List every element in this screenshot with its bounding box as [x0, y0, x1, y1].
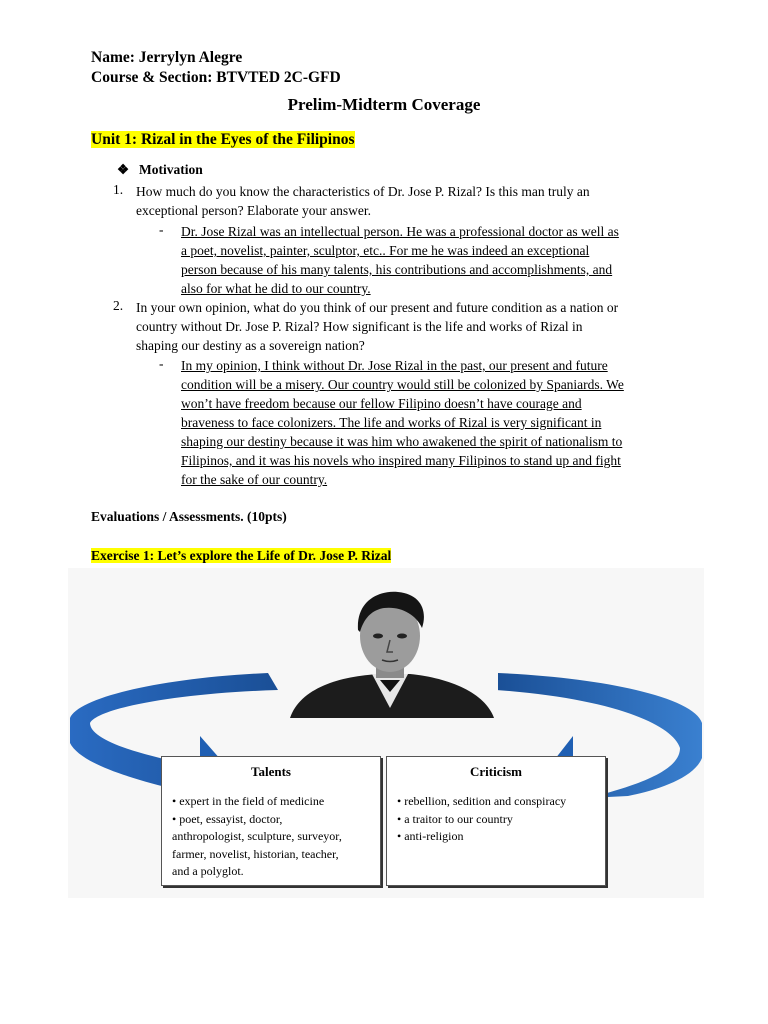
question-text — [136, 298, 706, 355]
criticism-box — [386, 756, 606, 886]
diamond-bullet-icon: ❖ — [117, 162, 130, 177]
student-name: Name: Jerrylyn Alegre — [91, 49, 243, 66]
list-item: anthropologist, sculpture, surveyor, — [172, 829, 342, 843]
answer-text — [181, 356, 681, 489]
exercise-title: Exercise 1: Let’s explore the Life of Dr. Jose P. Rizal — [91, 548, 392, 563]
answer-line: shaping our destiny because it was him who awakened the spirit of nationalism to — [181, 434, 623, 449]
unit-heading — [91, 131, 355, 149]
rizal-portrait-image — [280, 588, 498, 718]
talents-box — [161, 756, 381, 886]
question-line: country without Dr. Jose P. Rizal? How significant is the life and works of Rizal in — [136, 319, 583, 334]
question-line: How much do you know the characteristics of Dr. Jose P. Rizal? Is this man truly an — [136, 184, 590, 199]
question-number: 2. — [113, 298, 124, 313]
talents-list — [162, 793, 380, 881]
question-line: exceptional person? Elaborate your answer. — [136, 203, 372, 218]
answer-line: also for what he did to our country. — [181, 281, 371, 296]
answer-line: for the sake of our country. — [181, 472, 328, 487]
criticism-list — [387, 793, 605, 846]
list-item: farmer, novelist, historian, teacher, — [172, 846, 339, 861]
answer-line: In my opinion, I think without Dr. Jose Rizal in the past, our present and future — [181, 358, 608, 373]
question-text — [136, 182, 696, 220]
list-item: • expert in the field of medicine — [172, 794, 325, 808]
list-item: • rebellion, sedition and conspiracy — [397, 794, 567, 808]
answer-dash: - — [159, 222, 164, 237]
talents-title: Talents — [251, 764, 291, 779]
answer-line: condition will be a misery. Our country would still be colonized by Spaniards. We — [181, 377, 624, 392]
motivation-label: Motivation — [139, 162, 203, 177]
evaluation-heading: Evaluations / Assessments. (10pts) — [91, 509, 287, 524]
answer-line: a poet, novelist, painter, sculptor, etc.. For me he was indeed an exceptional — [181, 243, 590, 258]
list-item: • anti-religion — [397, 829, 464, 843]
question-line: In your own opinion, what do you think of our present and future condition as a nation or — [136, 300, 619, 315]
answer-line: braveness to face colonizers. The life and works of Rizal is very significant in — [181, 415, 602, 430]
list-item: • a traitor to our country — [397, 811, 513, 826]
answer-dash: - — [159, 356, 164, 371]
page-title: Prelim-Midterm Coverage — [287, 95, 481, 114]
course-section: Course & Section: BTVTED 2C-GFD — [91, 69, 341, 86]
question-line: shaping our destiny as a sovereign nation? — [136, 338, 365, 353]
list-item: • poet, essayist, doctor, — [172, 811, 283, 826]
answer-line: won’t have freedom because our fellow Filipino doesn’t have courage and — [181, 396, 582, 411]
unit-title: Unit 1: Rizal in the Eyes of the Filipinos — [91, 131, 355, 148]
answer-line: Dr. Jose Rizal was an intellectual person. He was a professional doctor as well as — [181, 224, 619, 239]
list-item: and a polyglot. — [172, 864, 244, 878]
exercise-heading — [91, 548, 391, 564]
answer-text — [181, 222, 681, 298]
question-number: 1. — [113, 182, 124, 197]
answer-line: person because of his many talents, his contributions and accomplishments, and — [181, 262, 613, 277]
answer-line: Filipinos, and it was his novels who inspired many Filipinos to stand up and fight — [181, 453, 621, 468]
criticism-title: Criticism — [470, 764, 522, 779]
motivation-heading — [117, 162, 203, 178]
